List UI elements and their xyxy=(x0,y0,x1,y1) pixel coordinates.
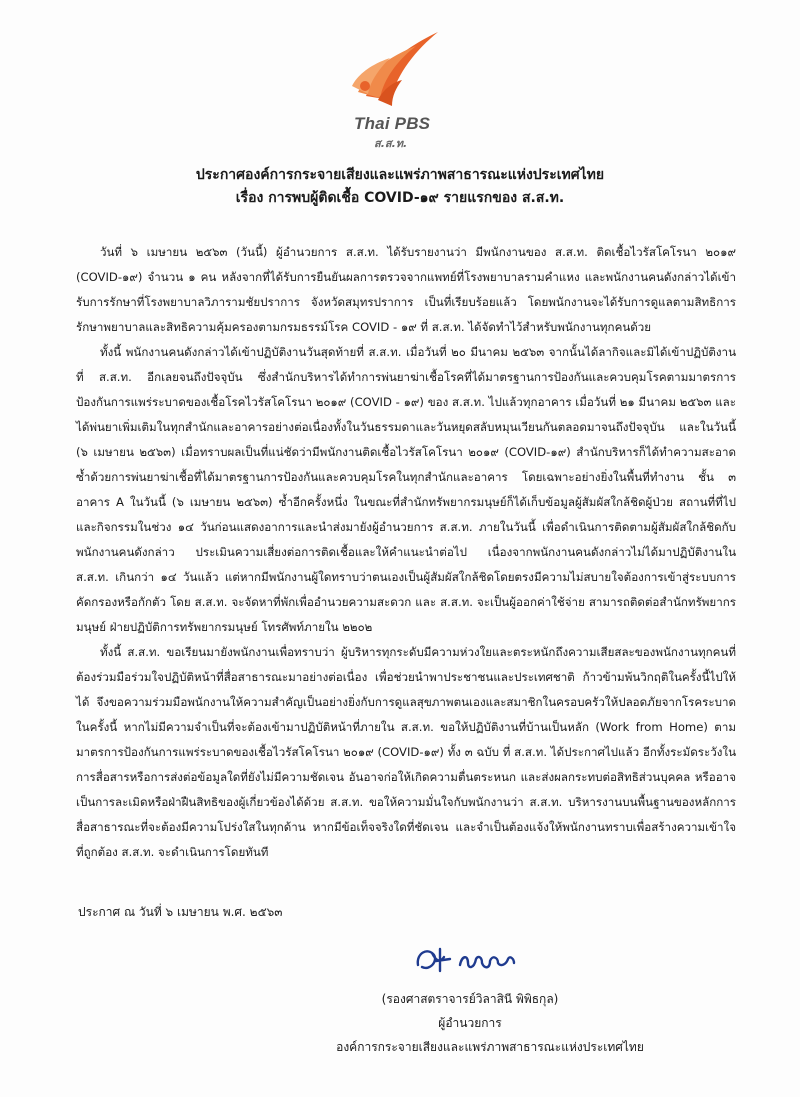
document-title: ประกาศองค์การกระจายเสียงและแพร่ภาพสาธารณะแห่งประเทศไทย xyxy=(195,167,605,183)
document-subject: เรื่อง การพบผู้ติดเชื้อ COVID-๑๙ รายแรกของ ส.ส.ท. xyxy=(235,190,565,206)
thai-pbs-logo xyxy=(338,28,448,158)
paragraph-2: ทั้งนี้ พนักงานคนดังกล่าวได้เข้าปฏิบัติงานวันสุดท้ายที่ ส.ส.ท. เมื่อวันที่ ๒๐ มีนาคม ๒๕๖๓ จากนั้นได้ลากิจและมิได้เข้าปฏิบัติงานที่ ส.ส.ท. อีกเลยจนถึงปัจจุบัน ซึ่งสำนักบริหารได้ทำการพ่นยาฆ่าเชื้อโรคที่ได้มาตรฐานการป้องกันและควบคุมโรคตามมาตรการป้องกันการแพร่ระบาดของเชื้อโรคไวรัสโคโรนา ๒๐๑๙ (COVID - ๑๙) ของ ส.ส.ท. ไปแล้วทุกอาคาร เมื่อวันที่ ๒๑ มีนาคม ๒๕๖๓ และได้พ่นยาเพิ่มเติมในทุกสำนักและอาคารอย่างต่อเนื่องทั้งในวันธรรมดาและวันหยุดสลับหมุนเวียนกันตลอดมาจนถึงปัจจุบัน และในวันนี้ (๖ เมษายน ๒๕๖๓) เมื่อทราบผลเป็นที่แน่ชัดว่ามีพนักงานติดเชื้อไวรัสโคโรนา ๒๐๑๙ (COVID-๑๙) สำนักบริหารก็ได้ทำความสะอาดซ้ำด้วยการพ่นยาฆ่าเชื้อที่ได้มาตรฐานการป้องกันและควบคุมโรคในทุกสำนักและอาคาร โดยเฉพาะอย่างยิ่งในพื้นที่ทำงาน ชั้น ๓ อาคาร A ในวันนี้ (๖ เมษายน ๒๕๖๓) ซ้ำอีกครั้งหนึ่ง ในขณะที่สำนักทรัพยากรมนุษย์ก็ได้เก็บข้อมูลผู้สัมผัสใกล้ชิดผู้ป่วย สถานที่ที่ไป และกิจกรรมในช่วง ๑๔ วันก่อนแสดงอาการและนำส่งมายังผู้อำนวยการ ส.ส.ท. ภายในวันนี้ เพื่อดำเนินการติดตามผู้สัมผัสใกล้ชิดกับพนักงานคนดังกล่าว ประเมินความเสี่ยงต่อการติดเชื้อและให้คำแนะนำต่อไป เนื่องจากพนักงานคนดังกล่าวไม่ได้มาปฏิบัติงานใน ส.ส.ท. เกินกว่า ๑๔ วันแล้ว แต่หากมีพนักงานผู้ใดทราบว่าตนเองเป็นผู้สัมผัสใกล้ชิดโดยตรงมีความไม่สบายใจต้องการเข้าสู่ระบบการคัดกรองหรือกักตัว โดย ส.ส.ท. จะจัดหาที่พักเพื่ออำนวยความสะดวก และ ส.ส.ท. จะเป็นผู้ออกค่าใช้จ่าย สามารถติดต่อสำนักทรัพยากรมนุษย์ ฝ่ายปฏิบัติการทรัพยากรมนุษย์ โทรศัพท์ภายใน ๒๒๐๒ xyxy=(76,345,736,634)
signatory-organization: องค์การกระจายเสียงและแพร่ภาพสาธารณะแห่งประเทศไทย xyxy=(336,1040,644,1054)
signatory-position: ผู้อำนวยการ xyxy=(438,1016,502,1030)
paragraph-3: ทั้งนี้ ส.ส.ท. ขอเรียนมายังพนักงานเพื่อทราบว่า ผู้บริหารทุกระดับมีความห่วงใยและตระหนักถึงความเสียสละของพนักงานทุกคนที่ต้องร่วมมือร่วมใจปฏิบัติหน้าที่สื่อสาธารณะมาอย่างต่อเนื่อง เพื่อช่วยนำพาประชาชนและประเทศชาติ ก้าวข้ามพ้นวิกฤติในครั้งนี้ไปให้ได้ จึงขอความร่วมมือพนักงานให้ความสำคัญเป็นอย่างยิ่งกับการดูแลสุขภาพตนเองและสมาชิกในครอบครัวให้ปลอดภัยจากโรคระบาดในครั้งนี้ หากไม่มีความจำเป็นที่จะต้องเข้ามาปฏิบัติหน้าที่ภายใน ส.ส.ท. ขอให้ปฏิบัติงานที่บ้านเป็นหลัก (Work from Home) ตามมาตรการป้องกันการแพร่ระบาดของเชื้อไวรัสโคโรนา ๒๐๑๙ (COVID-๑๙) ทั้ง ๓ ฉบับ ที่ ส.ส.ท. ได้ประกาศไปแล้ว อีกทั้งระมัดระวังในการสื่อสารหรือการส่งต่อข้อมูลใดที่ยังไม่มีความชัดเจน อันอาจก่อให้เกิดความตื่นตระหนก และส่งผลกระทบต่อสิทธิส่วนบุคคล หรืออาจเป็นการละเมิดหรือฝ่าฝืนสิทธิของผู้เกี่ยวข้องได้ด้วย ส.ส.ท. ขอให้ความมั่นใจกับพนักงานว่า ส.ส.ท. บริหารงานบนพื้นฐานของหลักการสื่อสาธารณะที่จะต้องมีความโปร่งใสในทุกด้าน หากมีข้อเท็จจริงใดที่ชัดเจน และจำเป็นต้องแจ้งให้พนักงานทราบเพื่อสร้างความเข้าใจที่ถูกต้อง ส.ส.ท. จะดำเนินการโดยทันที xyxy=(76,645,736,859)
document-body xyxy=(76,240,736,865)
bird-logo-icon xyxy=(338,28,448,118)
announcement-date: ประกาศ ณ วันที่ ๖ เมษายน พ.ศ. ๒๕๖๓ xyxy=(78,905,283,919)
signatory-name: (รองศาสตราจารย์วิลาสินี พิพิธกุล) xyxy=(381,992,559,1006)
logo-brand-text: Thai PBS xyxy=(354,114,431,133)
handwritten-signature xyxy=(410,935,550,983)
paragraph-1: วันที่ ๖ เมษายน ๒๕๖๓ (วันนี้) ผู้อำนวยการ ส.ส.ท. ได้รับรายงานว่า มีพนักงานของ ส.ส.ท. ติดเชื้อไวรัสโคโรนา ๒๐๑๙ (COVID-๑๙) จำนวน ๑ คน หลังจากที่ได้รับการยืนยันผลการตรวจจากแพทย์ที่โรงพยาบาลรามคำแหง และพนักงานคนดังกล่าวได้เข้ารับการรักษาที่โรงพยาบาลวิภารามชัยปราการ จังหวัดสมุทรปราการ เป็นที่เรียบร้อยแล้ว โดยพนักงานจะได้รับการดูแลตามสิทธิการรักษาพยาบาลและสิทธิความคุ้มครองตามกรมธรรม์โรค COVID - ๑๙ ที่ ส.ส.ท. ได้จัดทำไว้สำหรับพนักงานทุกคนด้วย xyxy=(76,245,736,334)
logo-sub-text: ส.ส.ท. xyxy=(374,137,408,150)
